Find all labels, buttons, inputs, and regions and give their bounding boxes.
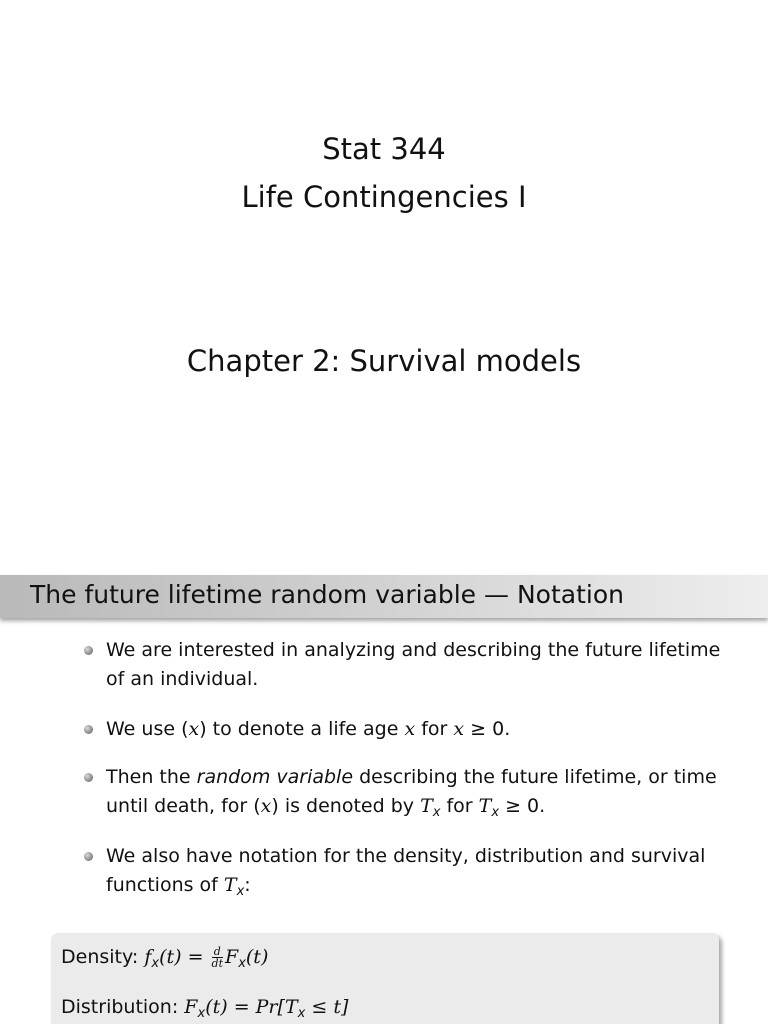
bullet-item: [84, 636, 724, 694]
bullet-dot-icon: [84, 773, 93, 782]
definition-block: [51, 933, 719, 1024]
chapter-title: Chapter 2: Survival models: [186, 344, 582, 378]
bullet-text: Then the random variable describing the future lifetime, or time until death, for (x) is denoted by $T_x$ for $T_x \ge 0$.: [106, 766, 717, 820]
bullet-dot-icon: [84, 852, 93, 861]
density-formula: Density: $f_x(t)$ = $\frac{d}{dt}$ $F_x(t)$: [61, 945, 269, 971]
course-subtitle: Life Contingencies I: [241, 180, 527, 214]
bullet-text: We also have notation for the density, distribution and survival functions of $T_x$:: [106, 845, 706, 899]
frame-title: The future lifetime random variable — Notation: [30, 580, 624, 609]
course-title: Stat 344: [322, 132, 446, 166]
bullet-item: [84, 715, 510, 744]
bullet-dot-icon: [84, 646, 93, 655]
distribution-formula: Distribution: $F_x(t) = Pr[T_x \le t]$: [61, 996, 349, 1021]
bullet-dot-icon: [84, 725, 93, 734]
bullet-item: [84, 842, 724, 906]
bullet-text: We use (x) to denote a life age x for x ≥ 0.: [106, 718, 511, 740]
bullet-text: We are interested in analyzing and describing the future lifetime of an individual.: [106, 639, 721, 690]
derivative-fraction: $\frac{d}{dt}$: [211, 945, 223, 970]
frame-title-bar: [0, 575, 768, 618]
bullet-item: [84, 763, 724, 827]
